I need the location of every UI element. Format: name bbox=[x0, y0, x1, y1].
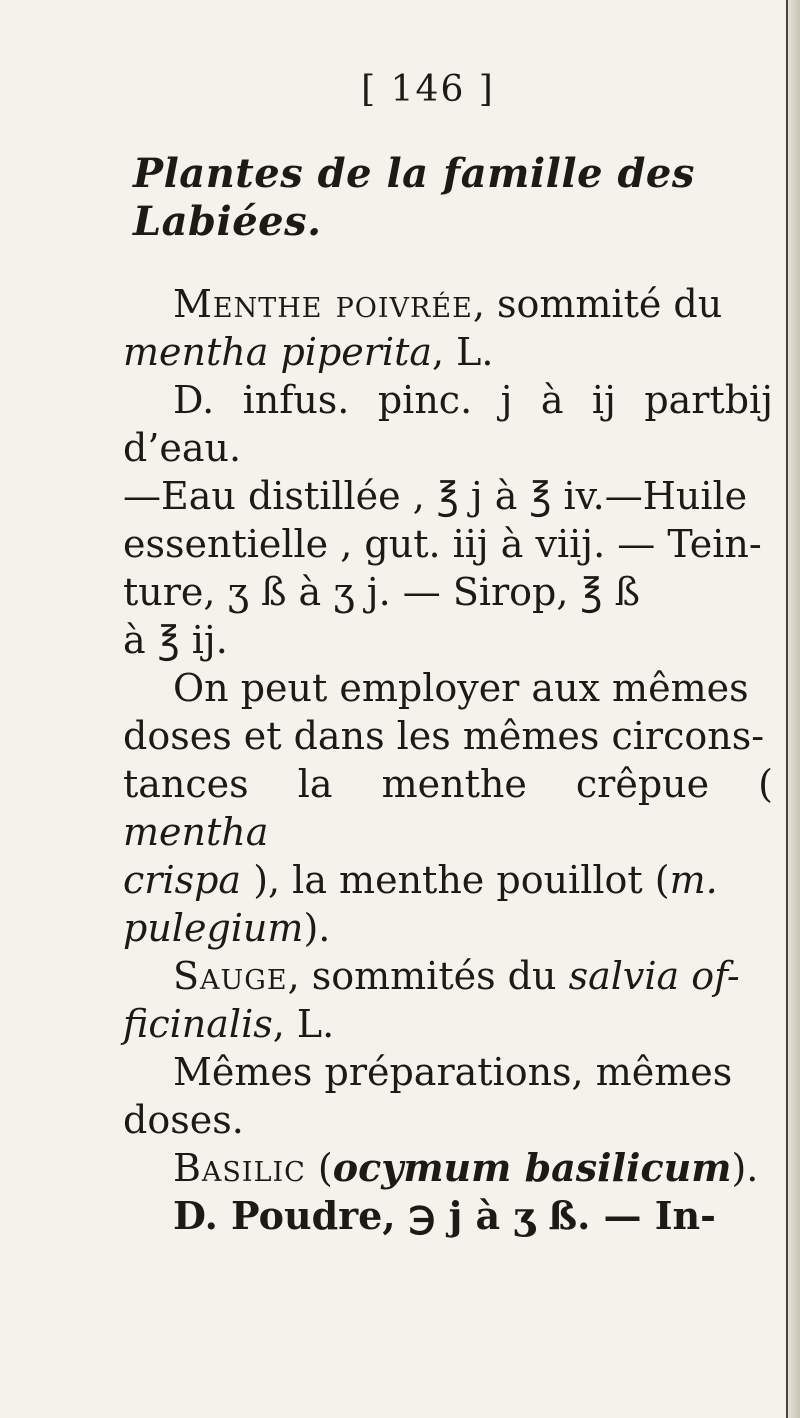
note-line-2: doses et dans les mêmes circons- bbox=[123, 714, 765, 758]
menthe-dose-line-4: ture, ʒ ß à ʒ j. — Sirop, ℥ ß bbox=[123, 570, 640, 614]
page-border-line bbox=[786, 0, 788, 1418]
menthe-after-name: , sommité du bbox=[472, 282, 723, 326]
note-latin-pulegium: pulegium bbox=[123, 906, 304, 950]
sauge-latin-2: ficinalis bbox=[123, 1002, 273, 1046]
note-latin-mentha: mentha bbox=[123, 810, 269, 854]
note-line-3 bbox=[123, 760, 773, 856]
sauge-author: , L. bbox=[272, 1002, 335, 1046]
section-title: Plantes de la famille des Labiées. bbox=[133, 150, 695, 245]
basilic-line-1: D. Poudre, ℈ j à ʒ ß. — In- bbox=[173, 1193, 716, 1238]
sauge-entry-heading bbox=[123, 952, 773, 1000]
menthe-dose-line-1: D. infus. pinc. j à ij partbij d’eau. bbox=[123, 378, 773, 470]
note-latin-m: m. bbox=[669, 858, 718, 902]
page-number: [ 146 ] bbox=[361, 69, 495, 110]
menthe-author: , L. bbox=[432, 330, 494, 374]
menthe-latin-line bbox=[123, 328, 773, 376]
menthe-entry-heading bbox=[123, 280, 773, 328]
note-latin-crispa: crispa bbox=[123, 858, 242, 902]
note-line-5-close: ). bbox=[303, 906, 331, 950]
menthe-dose-line-3: essentielle , gut. iij à viij. — Tein- bbox=[123, 522, 762, 566]
sauge-line-2: doses. bbox=[123, 1098, 244, 1142]
note-line-4 bbox=[123, 856, 773, 904]
sauge-line-1: Mêmes préparations, mêmes bbox=[173, 1050, 733, 1094]
note-line-5 bbox=[123, 904, 773, 952]
basilic-open: ( bbox=[305, 1146, 333, 1190]
note-line-4-text: ), la menthe pouillot ( bbox=[253, 858, 670, 902]
note-line-1: On peut employer aux mêmes bbox=[173, 666, 749, 710]
menthe-name: Menthe poivrée bbox=[173, 282, 473, 326]
basilic-entry-heading bbox=[123, 1144, 773, 1192]
menthe-dose-line-2: —Eau distillée , ℥ j à ℥ iv.—Huile bbox=[123, 474, 748, 518]
page-content bbox=[123, 62, 773, 1240]
sauge-latin-1: salvia of- bbox=[568, 954, 740, 998]
basilic-latin: ocymum basilicum bbox=[332, 1145, 732, 1190]
sauge-latin-line bbox=[123, 1000, 773, 1048]
sauge-after-name: , sommités du bbox=[287, 954, 557, 998]
basilic-close: ). bbox=[731, 1146, 759, 1190]
note-line-3-text: tances la menthe crêpue ( bbox=[123, 762, 773, 806]
menthe-dose-line-5: à ℥ ij. bbox=[123, 618, 228, 662]
page-edge bbox=[786, 0, 800, 1418]
basilic-name: Basilic bbox=[173, 1146, 306, 1190]
menthe-latin: mentha piperita bbox=[123, 330, 433, 374]
sauge-name: Sauge bbox=[173, 954, 288, 998]
